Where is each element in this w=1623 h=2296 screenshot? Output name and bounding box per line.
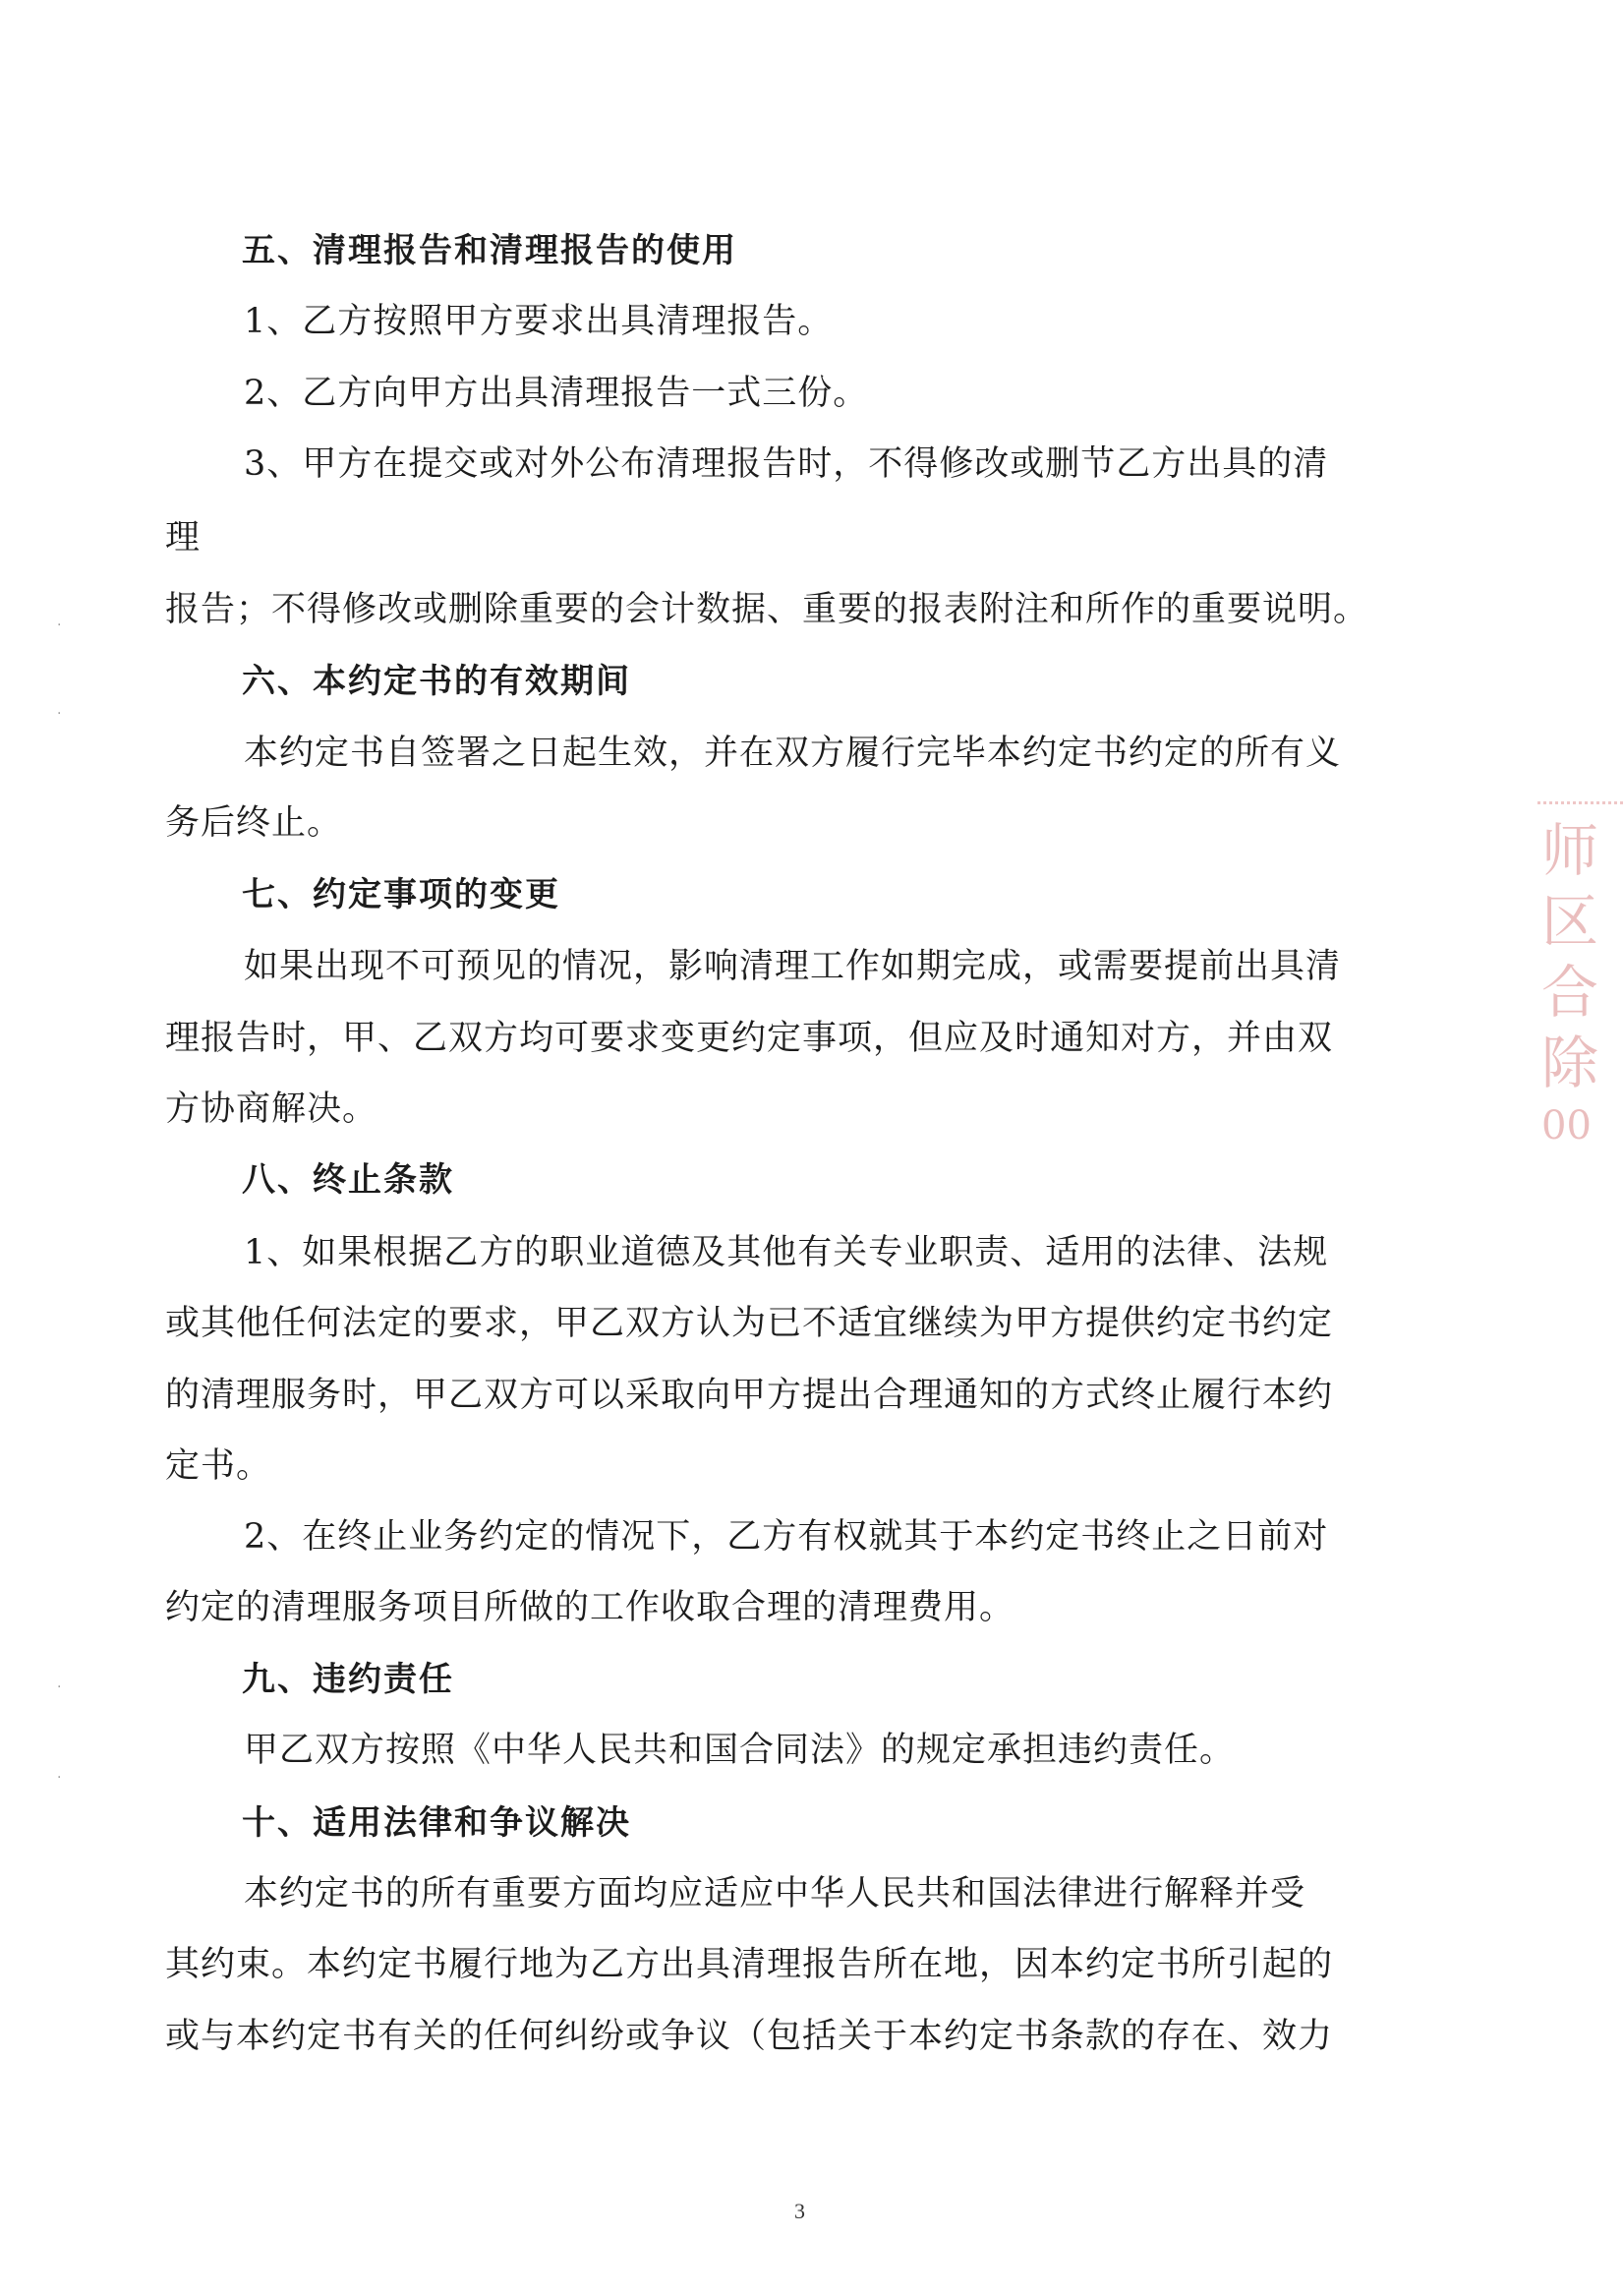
paragraph-line: 理 (165, 518, 202, 558)
page-number: 3 (794, 2199, 805, 2223)
margin-speck: · (57, 706, 62, 722)
red-seal-stamp (1534, 801, 1623, 1165)
paragraph-line: 的清理服务时，甲乙双方可以采取向甲方提出合理通知的方式终止履行本约 (165, 1376, 1334, 1415)
paragraph-line: 报告；不得修改或删除重要的会计数据、重要的报表附注和所作的重要说明。 (165, 590, 1369, 629)
section-heading: 十、适用法律和争议解决 (242, 1803, 631, 1843)
paragraph-line: 2、在终止业务约定的情况下，乙方有权就其于本约定书终止之日前对 (244, 1517, 1329, 1557)
seal-char: 合 (1541, 959, 1599, 1026)
section-heading: 九、违约责任 (242, 1660, 454, 1699)
paragraph-line: 定书。 (165, 1446, 272, 1486)
paragraph-line: 如果出现不可预见的情况，影响清理工作如期完成，或需要提前出具清 (244, 947, 1342, 986)
paragraph-line: 或其他任何法定的要求，甲乙双方认为已不适宜继续为甲方提供约定书约定 (165, 1304, 1334, 1343)
margin-speck: · (57, 1679, 62, 1695)
paragraph-line: 本约定书的所有重要方面均应适应中华人民共和国法律进行解释并受 (244, 1874, 1306, 1913)
paragraph-line: 理报告时，甲、乙双方均可要求变更约定事项，但应及时通知对方，并由双 (165, 1019, 1334, 1058)
paragraph-line: 2、乙方向甲方出具清理报告一式三份。 (244, 374, 869, 413)
section-heading: 八、终止条款 (242, 1160, 454, 1200)
section-heading: 七、约定事项的变更 (242, 875, 560, 914)
seal-char: 区 (1541, 888, 1599, 955)
paragraph-line: 约定的清理服务项目所做的工作收取合理的清理费用。 (165, 1588, 1015, 1627)
paragraph-line: 其约束。本约定书履行地为乙方出具清理报告所在地，因本约定书所引起的 (165, 1945, 1334, 1984)
section-heading: 六、本约定书的有效期间 (242, 662, 631, 701)
margin-speck: · (57, 1770, 62, 1786)
margin-speck: · (57, 618, 62, 633)
paragraph-line: 本约定书自签署之日起生效，并在双方履行完毕本约定书约定的所有义 (244, 734, 1342, 773)
paragraph-line: 3、甲方在提交或对外公布清理报告时，不得修改或删节乙方出具的清 (244, 444, 1329, 484)
seal-border (1537, 801, 1623, 812)
paragraph-line: 务后终止。 (165, 803, 343, 843)
paragraph-line: 甲乙双方按照《中华人民共和国合同法》的规定承担违约责任。 (244, 1731, 1236, 1770)
seal-char: 师 (1541, 817, 1599, 884)
section-heading: 五、清理报告和清理报告的使用 (242, 231, 737, 270)
paragraph-line: 1、乙方按照甲方要求出具清理报告。 (244, 302, 834, 341)
seal-char: 除 (1541, 1030, 1599, 1096)
paragraph-line: 1、如果根据乙方的职业道德及其他有关专业职责、适用的法律、法规 (244, 1233, 1329, 1272)
seal-char: 00 (1541, 1103, 1592, 1148)
paragraph-line: 或与本约定书有关的任何纠纷或争议（包括关于本约定书条款的存在、效力 (165, 2017, 1334, 2056)
paragraph-line: 方协商解决。 (165, 1089, 378, 1129)
